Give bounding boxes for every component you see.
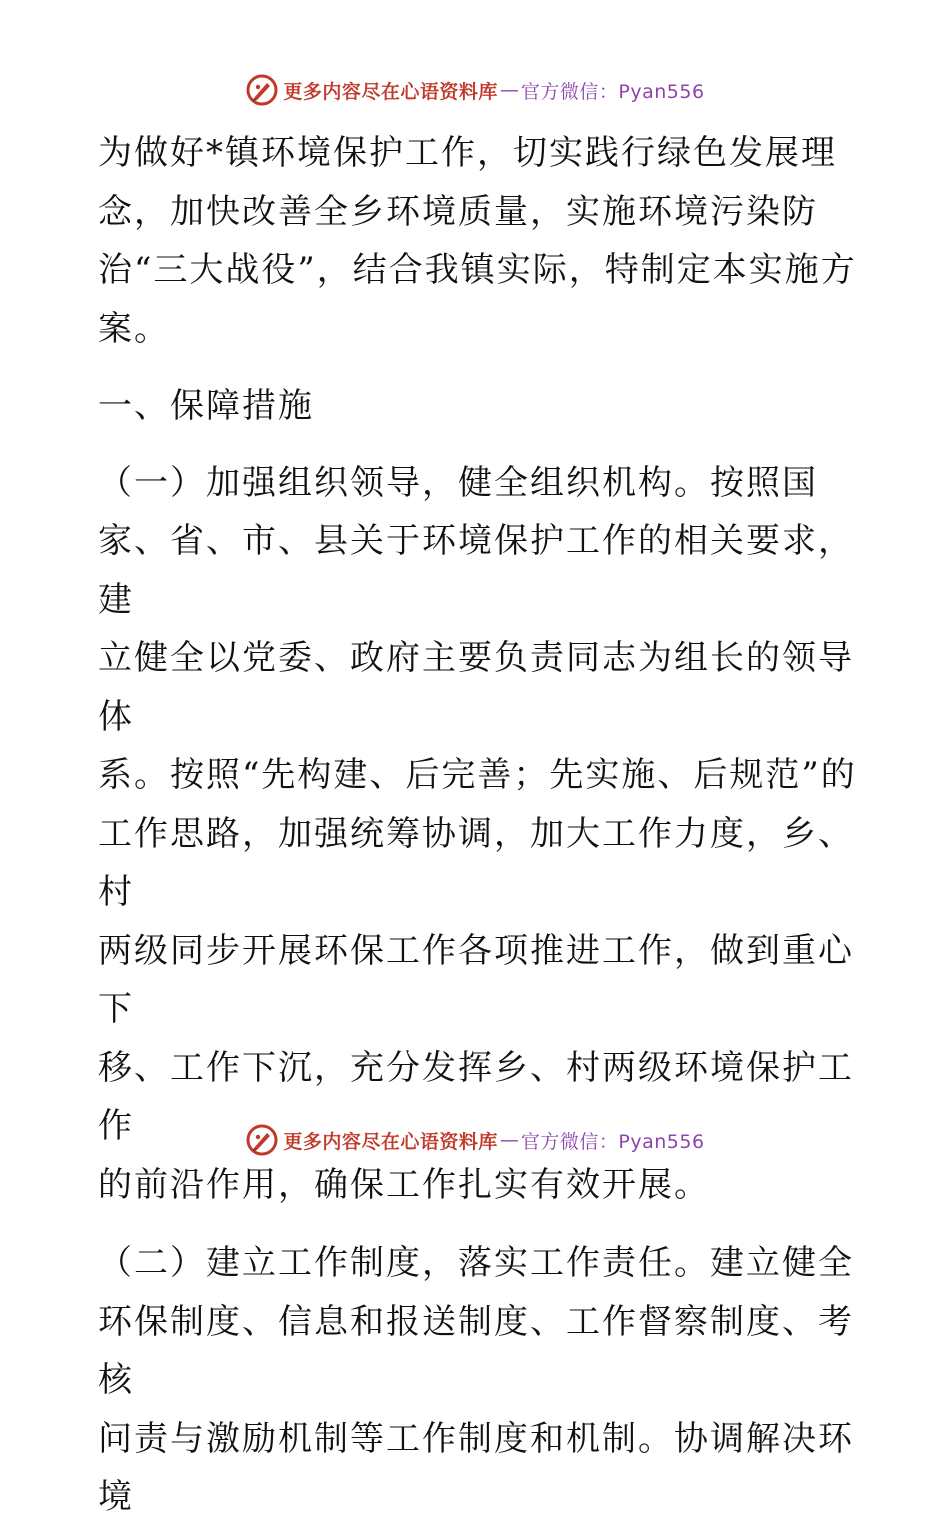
section-2-line: 问责与激励机制等工作制度和机制。协调解决环境 — [98, 1418, 854, 1517]
intro-line: 为做好*镇环境保护工作，切实践行绿色发展理 — [98, 133, 837, 173]
footer-banner — [0, 1120, 950, 1160]
section-2-line: 环保制度、信息和报送制度、工作督察制度、考核 — [98, 1301, 854, 1400]
section-1-line: 移、工作下沉，充分发挥乡、村两级环境保护工作 — [98, 1047, 854, 1146]
intro-line: 案。 — [98, 308, 170, 349]
section-1-line: 的前沿作用，确保工作扎实有效开展。 — [98, 1164, 710, 1205]
intro-line: 念，加快改善全乡环境质量，实施环境污染防 — [98, 191, 818, 232]
section-1-line: 工作思路，加强统筹协调，加大工作力度，乡、村 — [98, 813, 854, 912]
section-2-line: （二）建立工作制度，落实工作责任。建立健全 — [98, 1243, 854, 1283]
section-1-line: 系。按照“先构建、后完善；先实施、后规范”的 — [98, 755, 857, 795]
section-1-line: 两级同步开展环保工作各项推进工作，做到重心下 — [98, 930, 854, 1029]
banner-wechat-text: 官方微信：Pyan556 — [520, 1130, 705, 1153]
section-1-line: （一）加强组织领导，健全组织机构。按照国 — [98, 462, 818, 503]
section-1-line: 家、省、市、县关于环境保护工作的相关要求，建 — [98, 521, 854, 620]
header-banner — [0, 70, 950, 110]
document-body — [98, 124, 858, 1527]
pen-logo-icon — [245, 73, 279, 107]
banner-dash: — — [499, 1129, 519, 1151]
section-heading: 一、保障措施 — [98, 386, 314, 426]
banner-site-text: 更多内容尽在心语资料库 — [283, 1130, 498, 1153]
banner-wechat-text: 官方微信：Pyan556 — [520, 80, 705, 103]
banner-site-text: 更多内容尽在心语资料库 — [283, 80, 498, 103]
section-1-line: 立健全以党委、政府主要负责同志为组长的领导体 — [98, 638, 854, 737]
banner-dash: — — [499, 79, 519, 101]
intro-line: 治“三大战役”，结合我镇实际，特制定本实施方 — [98, 250, 857, 290]
pen-logo-icon — [245, 1123, 279, 1157]
